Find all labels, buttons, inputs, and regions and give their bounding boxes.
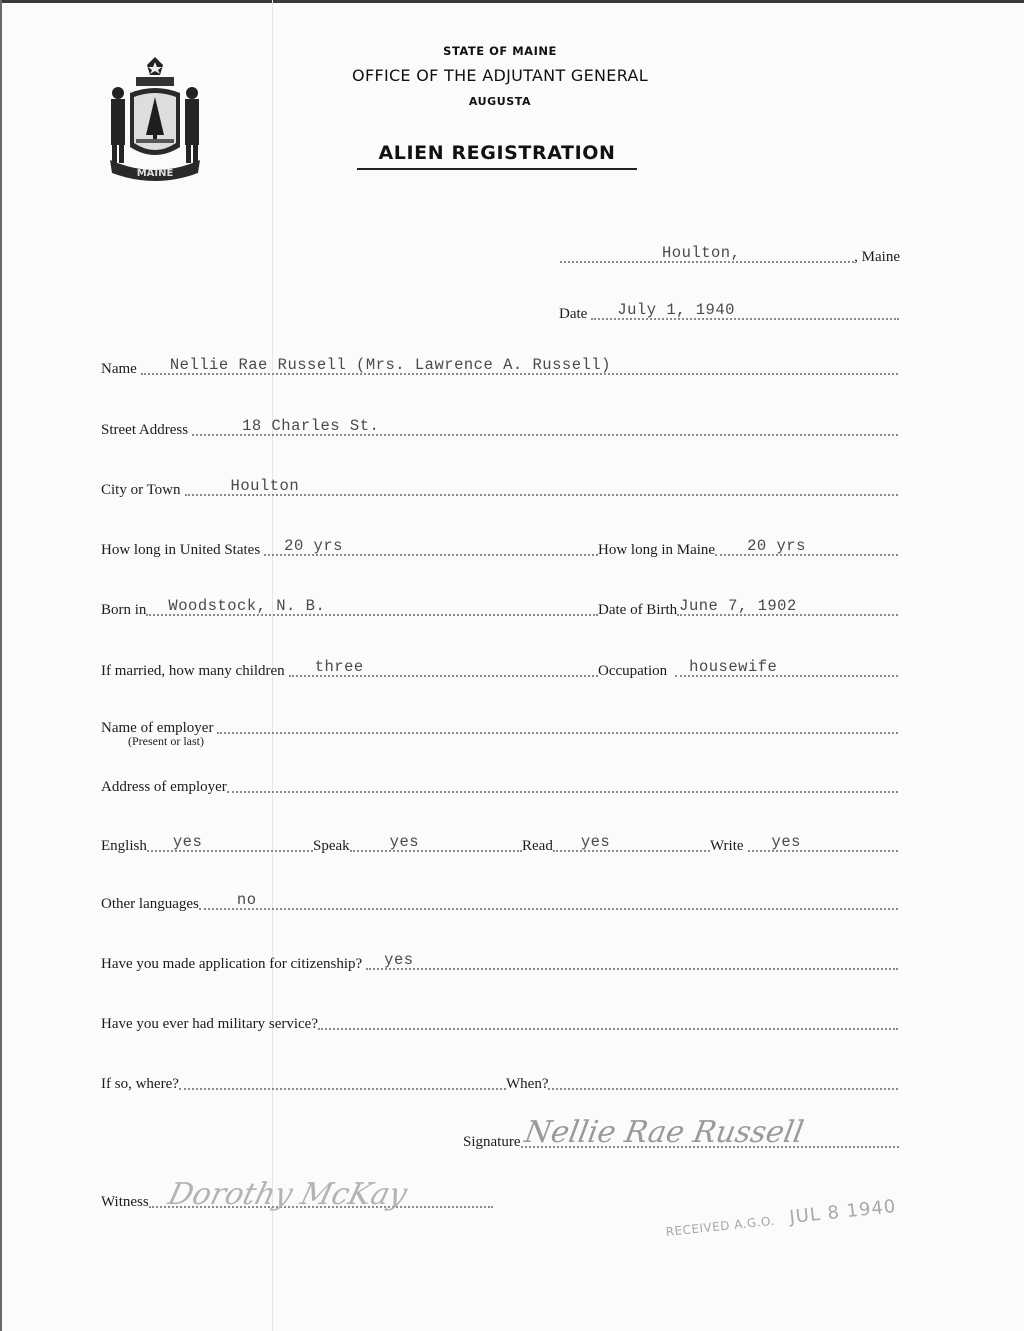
seal-text: MAINE — [136, 168, 174, 179]
letterhead-office: OFFICE OF THE ADJUTANT GENERAL — [352, 66, 648, 85]
when-field — [506, 1070, 898, 1094]
form-title: ALIEN REGISTRATION — [378, 142, 616, 164]
read-input[interactable] — [553, 828, 710, 852]
speak-label: Speak — [313, 838, 350, 854]
stamp-text: RECEIVED A.G.O. — [665, 1213, 776, 1240]
english-input[interactable] — [147, 828, 313, 852]
date-value: July 1, 1940 — [617, 301, 735, 319]
citizenship-input[interactable] — [366, 946, 898, 970]
witness-input[interactable] — [149, 1177, 493, 1212]
place-input[interactable] — [560, 239, 854, 263]
other-languages-value: no — [236, 891, 257, 909]
how-long-maine-value: 20 yrs — [747, 537, 806, 555]
when-input[interactable] — [548, 1066, 898, 1090]
how-long-maine-input[interactable] — [715, 532, 898, 556]
occupation-input[interactable] — [675, 653, 898, 677]
date-input[interactable] — [591, 296, 899, 320]
speak-field — [313, 832, 522, 856]
date-label: Date — [559, 306, 588, 322]
when-label: When? — [506, 1076, 549, 1092]
other-languages-input[interactable] — [199, 886, 898, 910]
date-field — [559, 300, 899, 324]
born-in-input[interactable] — [146, 592, 598, 616]
speak-value: yes — [389, 833, 420, 851]
employer-name-field — [101, 714, 898, 738]
signature-label: Signature — [463, 1134, 521, 1150]
write-input[interactable] — [748, 828, 898, 852]
street-address-label: Street Address — [101, 422, 189, 438]
military-label: Have you ever had military service? — [101, 1016, 318, 1032]
employer-name-input[interactable] — [217, 710, 898, 734]
read-label: Read — [522, 838, 553, 854]
name-label: Name — [101, 361, 137, 377]
letterhead-city: AUGUSTA — [468, 95, 532, 108]
employer-address-label: Address of employer — [101, 779, 227, 795]
how-long-us-label: How long in United States — [101, 542, 261, 558]
page-edge — [0, 0, 2, 1331]
city-label: City or Town — [101, 482, 181, 498]
place-label: , Maine — [854, 249, 900, 265]
where-label: If so, where? — [101, 1076, 179, 1092]
speak-input[interactable] — [350, 828, 522, 852]
occupation-field — [598, 657, 898, 681]
city-input[interactable] — [185, 472, 898, 496]
name-input[interactable] — [141, 351, 898, 375]
occupation-value: housewife — [689, 658, 778, 676]
children-label: If married, how many children — [101, 663, 285, 679]
street-address-value: 18 Charles St. — [242, 417, 380, 435]
received-stamp — [665, 1196, 898, 1241]
english-field — [101, 832, 313, 856]
letterhead-state: STATE OF MAINE — [443, 44, 557, 58]
how-long-maine-field — [598, 536, 898, 560]
citizenship-field — [101, 950, 898, 974]
citizenship-value: yes — [384, 951, 414, 969]
other-languages-label: Other languages — [101, 896, 199, 912]
street-address-input[interactable] — [192, 412, 898, 436]
city-value: Houlton — [230, 477, 300, 495]
citizenship-label: Have you made application for citizenship? — [101, 956, 363, 972]
witness-field — [101, 1177, 493, 1212]
english-value: yes — [172, 833, 203, 851]
born-in-field — [101, 596, 598, 620]
place-value: Houlton, — [662, 244, 741, 262]
stamp-date: JUL 8 1940 — [788, 1195, 898, 1229]
place-field — [560, 243, 900, 267]
read-value: yes — [580, 833, 611, 851]
write-field — [710, 832, 898, 856]
witness-signature: Dorothy McKay — [164, 1177, 411, 1212]
name-field — [101, 355, 898, 379]
date-of-birth-field — [598, 596, 898, 620]
page-edge — [0, 0, 1024, 3]
english-label: English — [101, 838, 147, 854]
children-field — [101, 657, 598, 681]
date-of-birth-label: Date of Birth — [598, 602, 678, 618]
signature-value: Nellie Rae Russell — [521, 1115, 806, 1150]
born-in-label: Born in — [101, 602, 147, 618]
street-address-field — [101, 416, 898, 440]
how-long-us-value: 20 yrs — [284, 537, 343, 555]
military-field — [101, 1010, 898, 1034]
name-value: Nellie Rae Russell (Mrs. Lawrence A. Russell) — [169, 356, 611, 374]
children-value: three — [314, 658, 364, 676]
write-label: Write — [710, 838, 744, 854]
employer-name-label: Name of employer — [101, 720, 214, 736]
employer-address-field — [101, 773, 898, 797]
military-input[interactable] — [318, 1006, 898, 1030]
title-underline — [357, 168, 637, 170]
read-field — [522, 832, 710, 856]
born-in-value: Woodstock, N. B. — [168, 597, 326, 615]
city-field — [101, 476, 898, 500]
how-long-us-field — [101, 536, 598, 560]
employer-name-sublabel: (Present or last) — [128, 734, 204, 748]
state-seal-icon — [100, 55, 210, 185]
employer-address-input[interactable] — [227, 769, 898, 793]
occupation-label: Occupation — [598, 663, 668, 679]
date-of-birth-input[interactable] — [677, 592, 898, 616]
where-field — [101, 1070, 506, 1094]
witness-label: Witness — [101, 1194, 149, 1210]
how-long-us-input[interactable] — [264, 532, 598, 556]
signature-field — [463, 1115, 899, 1152]
other-languages-field — [101, 890, 898, 914]
signature-input[interactable] — [521, 1115, 900, 1150]
write-value: yes — [771, 833, 801, 851]
date-of-birth-value: June 7, 1902 — [679, 597, 797, 615]
where-input[interactable] — [179, 1066, 506, 1090]
how-long-maine-label: How long in Maine — [598, 542, 716, 558]
children-input[interactable] — [289, 653, 598, 677]
